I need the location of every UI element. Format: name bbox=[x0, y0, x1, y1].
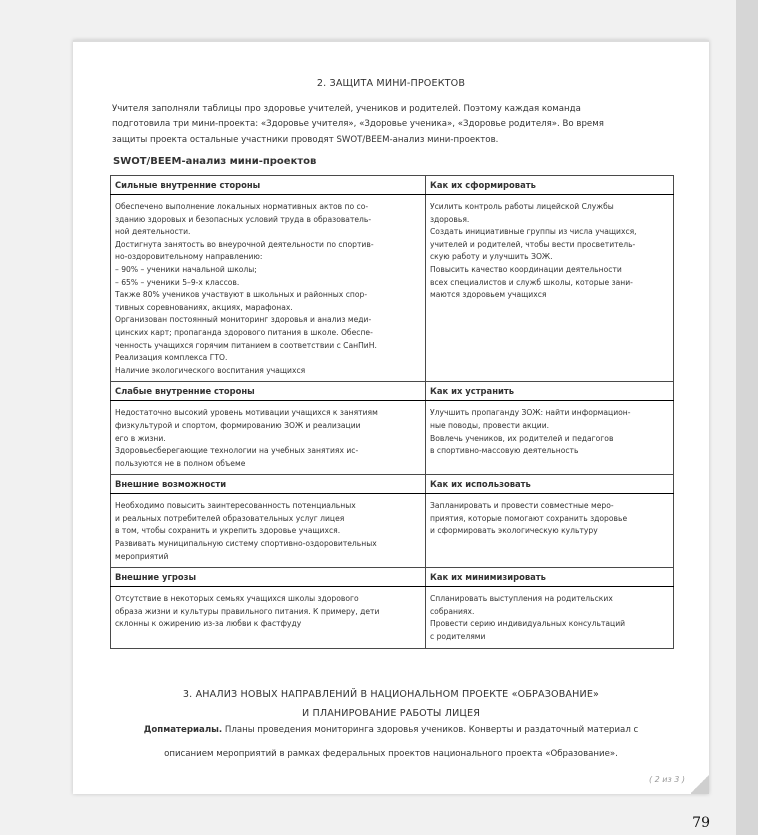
how-to-use-cell bbox=[426, 494, 674, 568]
cell-line: Организован постоянный мониторинг здоровья и анализ меди- bbox=[115, 315, 372, 325]
cell-line: всех специалистов и служб школы, которые зани- bbox=[430, 277, 633, 287]
cell-line: собраниях. bbox=[430, 606, 475, 616]
cell-line: пользуются не в полном объеме bbox=[115, 458, 246, 468]
how-to-eliminate-cell bbox=[426, 401, 674, 475]
how-to-eliminate-heading: Как их устранить bbox=[426, 382, 674, 401]
weaknesses-cell bbox=[111, 401, 426, 475]
cell-line: Отсутствие в некоторых семьях учащихся школы здорового bbox=[115, 594, 359, 604]
cell-line: Недостаточно высокий уровень мотивации учащихся к занятиям bbox=[115, 408, 378, 418]
table-row bbox=[111, 176, 674, 195]
weaknesses-heading: Слабые внутренние стороны bbox=[111, 382, 426, 401]
section-2-title: 2. ЗАЩИТА МИНИ-ПРОЕКТОВ bbox=[316, 78, 466, 89]
cell-line: Улучшить пропаганду ЗОЖ: найти информацион- bbox=[430, 408, 631, 418]
cell-line: мероприятий bbox=[115, 551, 169, 561]
cell-line: его в жизни. bbox=[115, 433, 166, 443]
cell-line: Спланировать выступления на родительских bbox=[430, 594, 613, 604]
cell-line: Достигнута занятость во внеурочной деятельности по спортив- bbox=[115, 239, 374, 249]
cell-line: в том, чтобы сохранить и укрепить здоровье учащихся. bbox=[115, 526, 341, 536]
section-2-paragraph bbox=[112, 102, 678, 148]
cell-line: Обеспечено выполнение локальных нормативных актов по со- bbox=[115, 202, 369, 211]
swot-table bbox=[110, 175, 674, 649]
cell-line: Здоровьесберегающие технологии на учебных занятиях ис- bbox=[115, 446, 359, 456]
strengths-heading: Сильные внутренние стороны bbox=[111, 176, 426, 195]
how-to-use-heading: Как их использовать bbox=[426, 475, 674, 494]
cell-line: – 65% – ученики 5–9-х классов. bbox=[115, 277, 240, 287]
cell-line: Необходимо повысить заинтересованность потенциальных bbox=[115, 501, 356, 511]
threats-cell bbox=[111, 587, 426, 648]
cell-line: Развивать муниципальную систему спортивно-оздоровительных bbox=[115, 539, 377, 549]
how-to-form-cell bbox=[426, 195, 674, 382]
threats-heading: Внешние угрозы bbox=[111, 568, 426, 587]
cell-line: Усилить контроль работы лицейской Службы bbox=[430, 202, 614, 211]
book-page-number: 79 bbox=[692, 815, 710, 831]
cell-line: в спортивно-массовую деятельность bbox=[430, 446, 579, 456]
cell-line: приятия, которые помогают сохранить здоровье bbox=[430, 513, 628, 523]
how-to-form-heading: Как их сформировать bbox=[426, 176, 674, 195]
paragraph-line: защиты проекта остальные участники проводят SWOT/BEEM-анализ мини-проектов. bbox=[112, 134, 499, 145]
supplementary-label: Допматериалы. bbox=[143, 725, 223, 735]
cell-line: учителей и родителей, чтобы вести просветитель- bbox=[430, 239, 636, 249]
cell-line: Запланировать и провести совместные меро- bbox=[430, 501, 614, 511]
background-strip bbox=[736, 0, 758, 835]
cell-line: зданию здоровых и безопасных условий труда в образователь- bbox=[115, 214, 372, 224]
cell-line: цинских карт; пропаганда здорового питания в школе. Обеспе- bbox=[115, 327, 373, 337]
cell-line: Повысить качество координации деятельности bbox=[430, 264, 622, 274]
opportunities-heading: Внешние возможности bbox=[111, 475, 426, 494]
cell-line: с родителями bbox=[430, 632, 486, 642]
section-3-title-line: И ПЛАНИРОВАНИЕ РАБОТЫ ЛИЦЕЯ bbox=[301, 708, 481, 719]
page-indicator: ( 2 из 3 ) bbox=[648, 775, 685, 784]
how-to-minimize-heading: Как их минимизировать bbox=[426, 568, 674, 587]
paragraph-line: подготовила три мини-проекта: «Здоровье учителя», «Здоровье ученика», «Здоровье родителя». Во время bbox=[112, 119, 604, 130]
page-fold-corner bbox=[691, 774, 709, 794]
table-row bbox=[111, 587, 674, 648]
cell-line: склонны к ожирению из-за любви к фастфуду bbox=[115, 619, 302, 629]
cell-line: Создать инициативные группы из числа учащихся, bbox=[430, 227, 637, 237]
how-to-minimize-cell bbox=[426, 587, 674, 648]
cell-line: и сформировать экологическую культуру bbox=[430, 526, 598, 536]
cell-line: ченность учащихся горячим питанием в соответствии с СанПиН. bbox=[115, 340, 377, 350]
table-row bbox=[111, 195, 674, 382]
table-row bbox=[111, 568, 674, 587]
strengths-cell bbox=[111, 195, 426, 382]
cell-line: Также 80% учеников участвуют в школьных и районных спор- bbox=[115, 290, 368, 300]
table-row bbox=[111, 475, 674, 494]
document-page bbox=[73, 40, 709, 794]
cell-line: ной деятельности. bbox=[115, 227, 191, 237]
cell-line: физкультурой и спортом, формированию ЗОЖ и реализации bbox=[115, 420, 361, 430]
supplementary-line bbox=[73, 718, 709, 742]
swot-title: SWOT/BEEM-анализ мини-проектов bbox=[113, 156, 317, 167]
cell-line: ные поводы, провести акции. bbox=[430, 420, 550, 430]
section-3-title-line: 3. АНАЛИЗ НОВЫХ НАПРАВЛЕНИЙ В НАЦИОНАЛЬНОМ ПРОЕКТЕ «ОБРАЗОВАНИЕ» bbox=[182, 689, 600, 700]
cell-line: здоровья. bbox=[430, 214, 470, 224]
table-row bbox=[111, 401, 674, 475]
paragraph-line: Учителя заполняли таблицы про здоровье учителей, учеников и родителей. Поэтому каждая команда bbox=[112, 104, 581, 114]
cell-line: – 90% – ученики начальной школы; bbox=[115, 264, 257, 274]
cell-line: Провести серию индивидуальных консультаций bbox=[430, 619, 626, 629]
table-row bbox=[111, 382, 674, 401]
cell-line: Вовлечь учеников, их родителей и педагогов bbox=[430, 433, 614, 443]
cell-line: и реальных потребителей образовательных услуг лицея bbox=[115, 513, 345, 523]
supplementary-line: описанием мероприятий в рамках федеральных проектов национального проекта «Образование». bbox=[164, 749, 618, 759]
cell-line: но-оздоровительному направлению: bbox=[115, 252, 263, 262]
cell-line: Наличие экологического воспитания учащихся bbox=[115, 365, 306, 375]
supplementary-text: Планы проведения мониторинга здоровья учеников. Конверты и раздаточный материал с bbox=[222, 725, 639, 735]
cell-line: тивных соревнованиях, акциях, марафонах. bbox=[115, 302, 293, 312]
opportunities-cell bbox=[111, 494, 426, 568]
table-row bbox=[111, 494, 674, 568]
supplementary-materials bbox=[73, 718, 709, 766]
cell-line: маются здоровьем учащихся bbox=[430, 290, 547, 300]
cell-line: Реализация комплекса ГТО. bbox=[115, 353, 228, 363]
cell-line: образа жизни и культуры правильного питания. К примеру, дети bbox=[115, 606, 380, 616]
cell-line: скую работу и улучшить ЗОЖ. bbox=[430, 252, 553, 262]
